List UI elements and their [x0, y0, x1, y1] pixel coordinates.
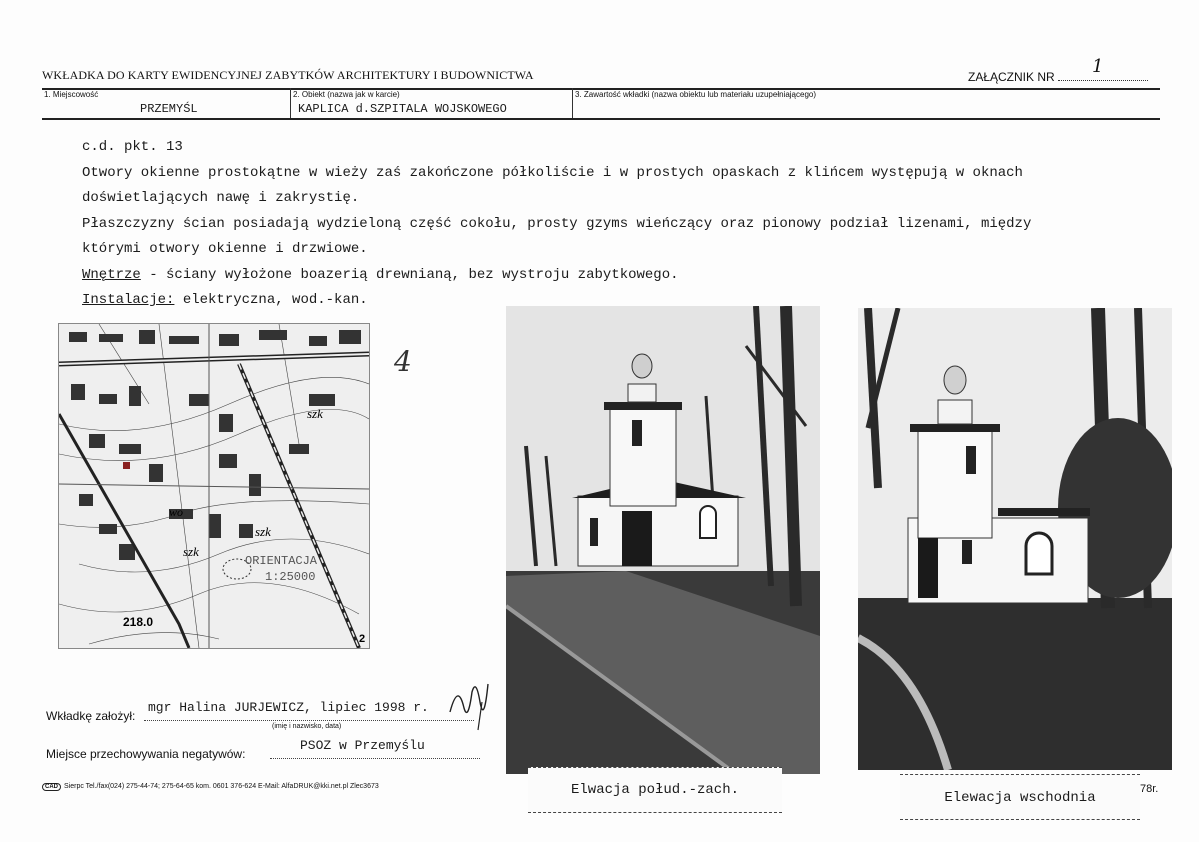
- annex-number-value: 1: [1092, 56, 1104, 77]
- author-label: Wkładkę założył:: [46, 709, 136, 723]
- text-line: Płaszczyzny ścian posiadają wydzieloną część cokołu, prosty gzyms wieńczący oraz pionowy podział lizenami, między: [82, 215, 1032, 232]
- printer-logo: CAD: [42, 783, 61, 791]
- map-drawing: [59, 324, 369, 648]
- caption-southwest: Elwacja połud.-zach.: [528, 767, 782, 813]
- text-line: doświetlających nawę i zakrystię.: [82, 190, 360, 206]
- location-map: [58, 323, 370, 649]
- map-label: szk: [307, 406, 323, 421]
- annex-dotted-line: [1058, 56, 1148, 81]
- signature: [444, 672, 492, 732]
- text-line: c.d. pkt. 13: [82, 139, 183, 155]
- field-object-label: 2. Obiekt (nazwa jak w karcie): [293, 90, 400, 99]
- field-object-value: KAPLICA d.SZPITALA WOJSKOWEGO: [298, 102, 507, 116]
- field-divider: [572, 88, 573, 118]
- negatives-value: PSOZ w Przemyślu: [300, 738, 425, 753]
- photo-southwest-elevation: [506, 306, 820, 774]
- text-line-interior: [82, 263, 1082, 289]
- author-hint: (imię i nazwisko, data): [272, 723, 342, 730]
- map-label: szk: [183, 544, 199, 559]
- annex-label: ZAŁĄCZNIK NR: [968, 70, 1055, 84]
- text-line: którymi otwory okienne i drzwiowe.: [82, 241, 368, 257]
- field-locality-label: 1. Miejscowość: [44, 90, 99, 99]
- field-locality-value: PRZEMYŚL: [140, 102, 198, 116]
- interior-text: - ściany wyłożone boazerią drewnianą, bez wystroju zabytkowego.: [140, 266, 679, 283]
- annex-number: [968, 56, 1148, 84]
- orientation-stamp: ORIENTACJA: [245, 554, 318, 568]
- map-label: 218.0: [123, 615, 154, 629]
- field-content-label: 3. Zawartość wkładki (nazwa obiektu lub materiału uzupełniającego): [575, 90, 817, 99]
- installations-text: elektryczna, wod.-kan.: [174, 292, 368, 308]
- map-label: 2: [359, 633, 366, 645]
- negatives-line: [270, 758, 480, 759]
- map-label: szk: [255, 524, 271, 539]
- author-line: [144, 720, 474, 721]
- photo-east-elevation: [858, 308, 1172, 770]
- chapel-photo-1: [506, 306, 820, 774]
- form-title: WKŁADKA DO KARTY EWIDENCYJNEJ ZABYTKÓW ARCHITEKTURY I BUDOWNICTWA: [42, 68, 534, 82]
- printer-info: Sierpc Tel./fax(024) 275-44-74; 275-64-65 kom. 0601 376-624 E-Mail: AlfaDRUK@kki.net.pl Zlec3673: [64, 783, 379, 790]
- printer-footer: [42, 783, 379, 791]
- chapel-photo-2: [858, 308, 1172, 770]
- author-value: mgr Halina JURJEWICZ, lipiec 1998 r.: [148, 700, 429, 715]
- scale-stamp: 1:25000: [265, 570, 316, 584]
- map-label: wo: [169, 505, 184, 519]
- negatives-label: Miejsce przechowywania negatywów:: [46, 747, 246, 761]
- text-line: Otwory okienne prostokątne w wieży zaś zakończone półkoliście i w prostych opaskach z klińcem występują w oknach: [82, 164, 1023, 181]
- plate-number: 78r.: [1140, 783, 1159, 795]
- caption-east: Elewacja wschodnia: [900, 774, 1140, 820]
- description-text: [82, 135, 1082, 314]
- page-mark: 4: [394, 345, 412, 378]
- interior-heading: Wnętrze: [82, 266, 141, 283]
- installations-heading: Instalacje:: [82, 292, 175, 308]
- field-divider: [290, 88, 291, 118]
- header-bottom-rule: [42, 118, 1160, 120]
